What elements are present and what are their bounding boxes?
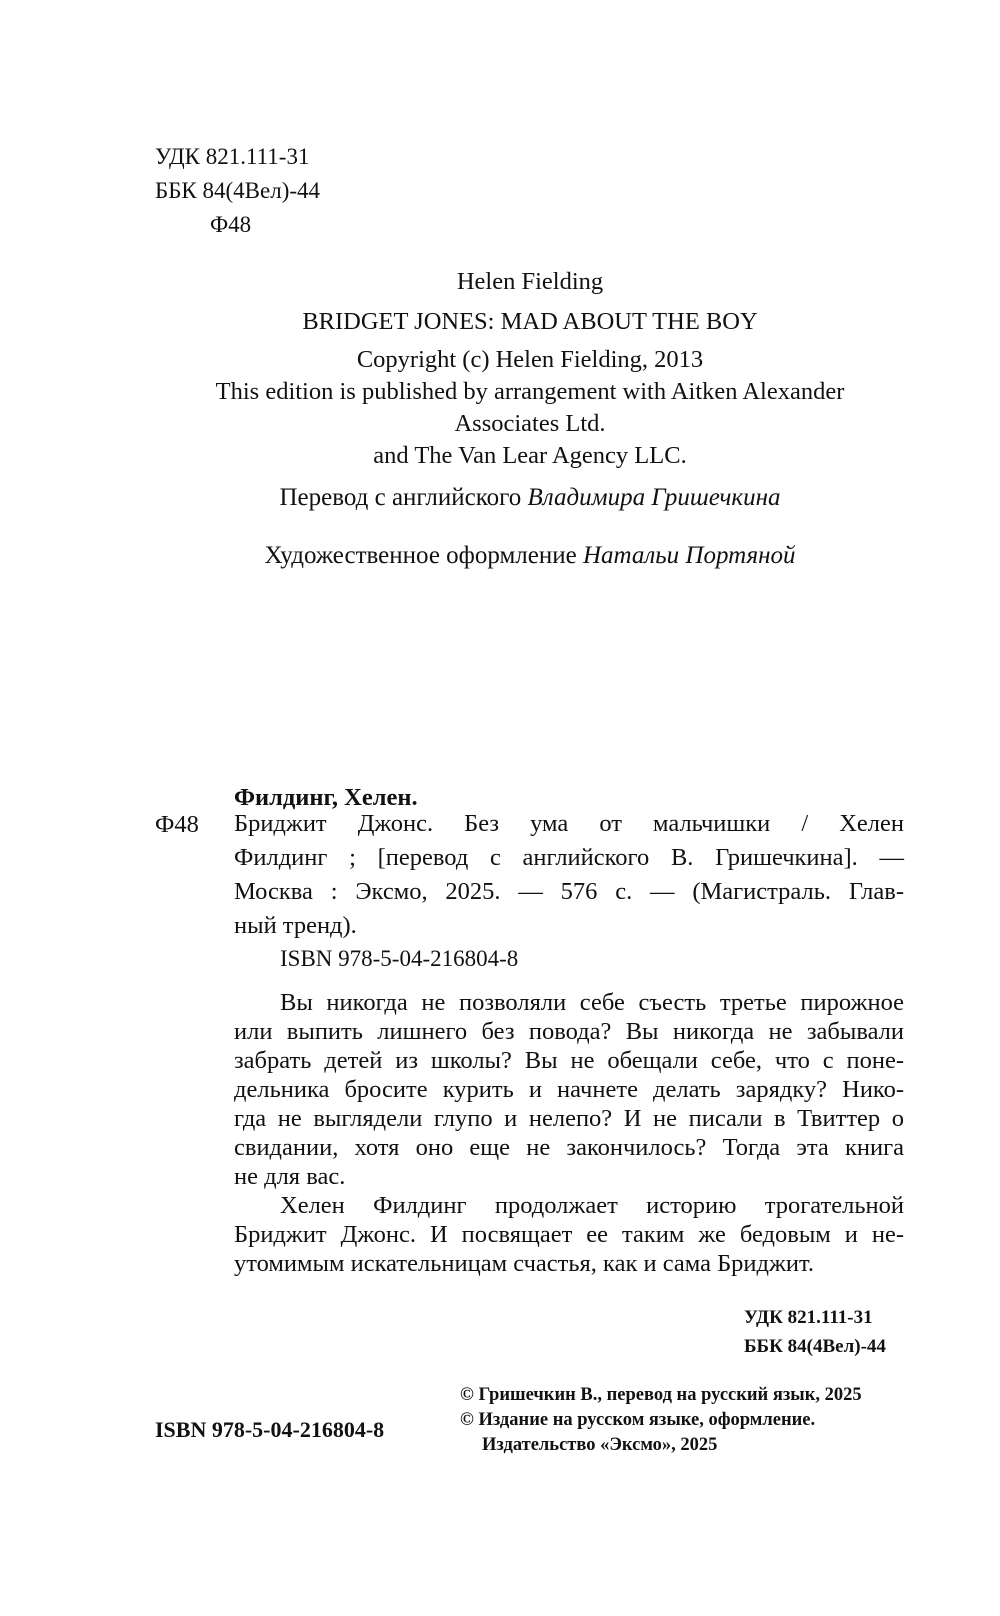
annotation-line: утомимым искательницам счастья, как и сама Бриджит.	[234, 1250, 815, 1277]
translator-name: Владимира Гришечкина	[527, 484, 781, 511]
annotation-paragraph	[234, 1191, 904, 1278]
udk-code: УДК 821.111-31	[155, 144, 310, 169]
copyright-line: Copyright (c) Helen Fielding, 2013	[356, 346, 704, 373]
classification-codes-bottom	[744, 1303, 886, 1361]
annotation-line: гда не выглядели глупо и нелепо? И не писали в Твиттер о	[234, 1105, 904, 1132]
copyright-edition: © Издание на русском языке, оформление.	[460, 1410, 816, 1430]
entry-line: Филдинг ; [перевод с английского В. Гришечкина]. —	[234, 844, 904, 871]
annotation-line: свидании, хотя оно еще не закончилось? Тогда эта книга	[234, 1134, 904, 1161]
annotation	[234, 988, 904, 1278]
bbk-code: ББК 84(4Вел)-44	[155, 178, 321, 203]
copyright-translation: © Гришечкин В., перевод на русский язык, 2025	[460, 1385, 862, 1405]
classification-codes-top	[155, 140, 320, 242]
translation-label: Перевод с английского	[279, 484, 522, 511]
original-copyright	[150, 344, 910, 472]
annotation-line: не для вас.	[234, 1163, 346, 1190]
annotation-line: Хелен Филдинг продолжает историю трогательной	[280, 1192, 904, 1219]
catalog-sign: Ф48	[155, 811, 199, 838]
author-sign: Ф48	[210, 212, 252, 237]
copyright-line: This edition is published by arrangement with Aitken Alexander	[215, 378, 845, 405]
copyright-line: and The Van Lear Agency LLC.	[373, 442, 687, 469]
annotation-line: или выпить лишнего без повода? Вы никогда не забывали	[234, 1018, 904, 1045]
catalog-isbn: ISBN 978-5-04-216804-8	[280, 946, 519, 971]
designer-name: Натальи Портяной	[582, 542, 796, 569]
original-title: BRIDGET JONES: MAD ABOUT THE BOY	[302, 308, 758, 335]
catalog-author-heading: Филдинг, Хелен.	[234, 784, 418, 811]
catalog-entry	[234, 807, 904, 943]
original-author: Helen Fielding	[456, 268, 604, 295]
design-credit	[150, 536, 910, 576]
annotation-line: Бриджит Джонс. И посвящает ее таким же бедовым и не-	[234, 1221, 904, 1248]
entry-line: Москва : Эксмо, 2025. — 576 с. — (Магистраль. Глав-	[234, 878, 904, 905]
annotation-paragraph	[234, 988, 904, 1191]
annotation-line: Вы никогда не позволяли себе съесть третье пирожное	[280, 989, 904, 1016]
copyright-publisher: Издательство «Эксмо», 2025	[482, 1435, 718, 1455]
udk-code: УДК 821.111-31	[744, 1307, 873, 1328]
isbn-bottom: ISBN 978-5-04-216804-8	[155, 1417, 385, 1442]
annotation-line: забрать детей из школы? Вы не обещали себе, что с поне-	[234, 1047, 904, 1074]
entry-line: ный тренд).	[234, 912, 357, 939]
bbk-code: ББК 84(4Вел)-44	[744, 1336, 886, 1357]
annotation-line: дельника бросите курить и начнете делать зарядку? Нико-	[234, 1076, 904, 1103]
entry-line: Бриджит Джонс. Без ума от мальчишки / Хелен	[234, 810, 904, 837]
design-label: Художественное оформление	[264, 542, 577, 569]
copyright-line: Associates Ltd.	[454, 410, 606, 437]
translation-credit	[150, 478, 910, 518]
copyright-notices	[460, 1383, 862, 1458]
